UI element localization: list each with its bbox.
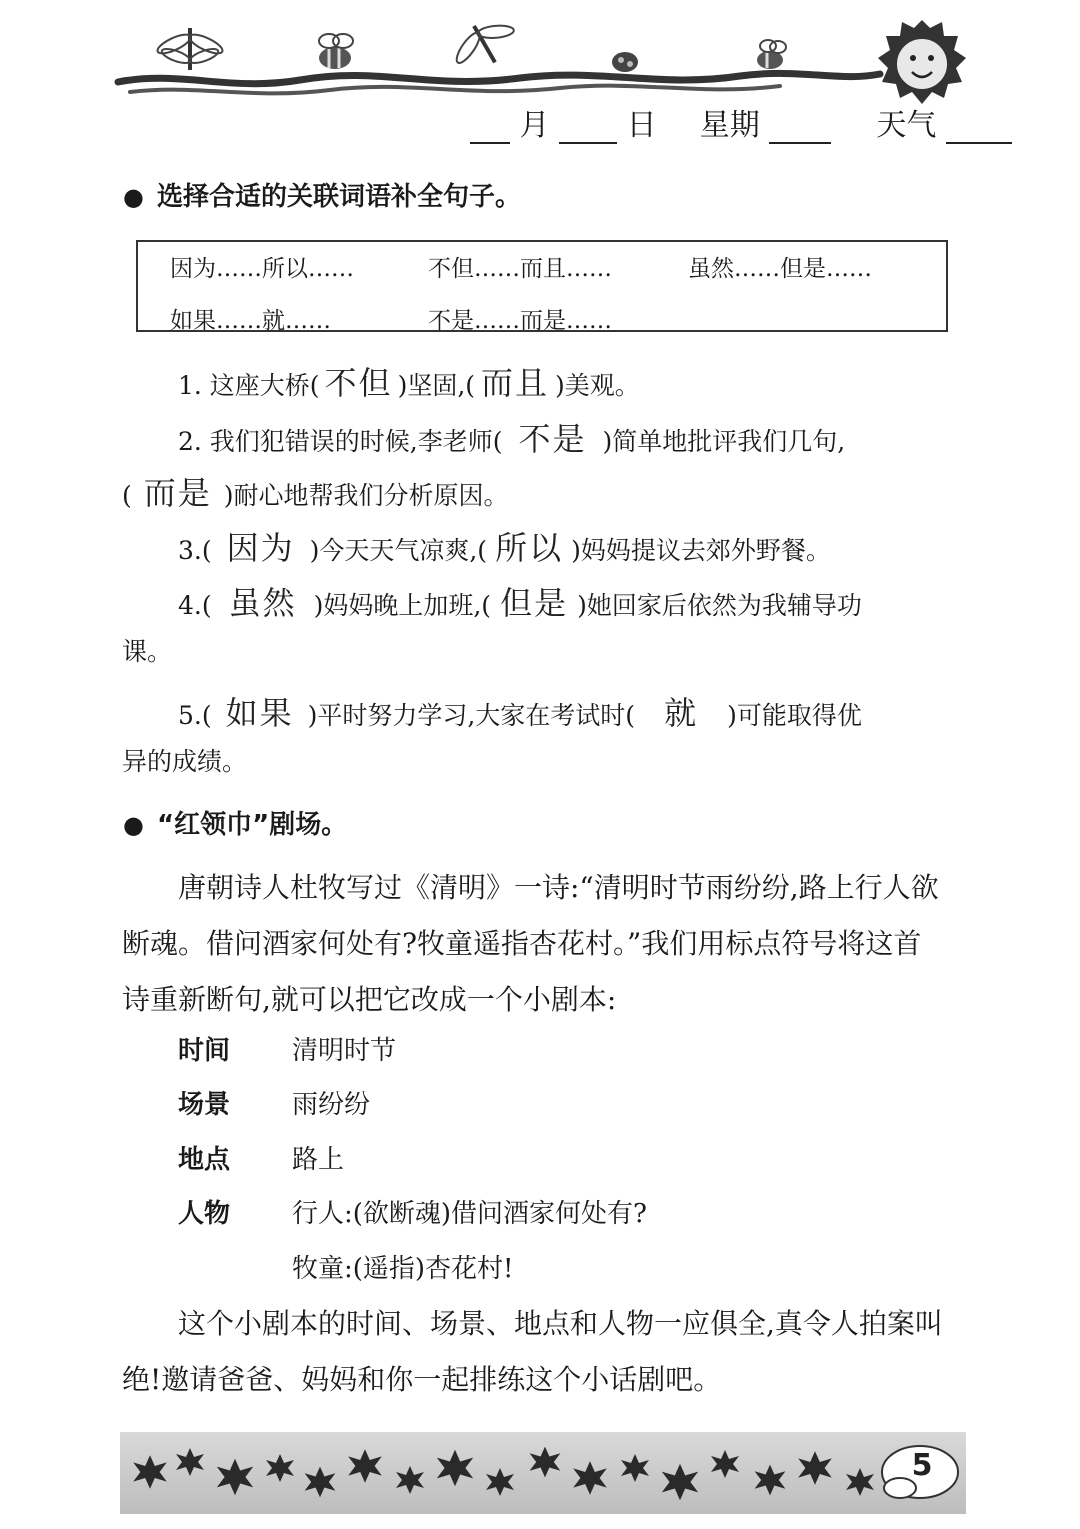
question-4 <box>178 578 862 624</box>
answer-4a[interactable]: 虽然 <box>228 584 297 622</box>
word-bank <box>136 240 948 332</box>
question-text: ( <box>122 481 132 510</box>
question-text: 2. 我们犯错误的时候,李老师( <box>178 427 503 456</box>
question-2-line2 <box>122 468 509 514</box>
outro-line-1: 这个小剧本的时间、场景、地点和人物一应俱全,真令人拍案叫 <box>178 1307 943 1340</box>
row-label: 场景 <box>178 1090 231 1120</box>
weekday-label: 星期 <box>699 108 760 143</box>
section2-heading <box>123 804 347 841</box>
word-option: 不但……而且…… <box>428 256 612 282</box>
word-option: 因为……所以…… <box>170 256 354 282</box>
header-decoration <box>0 0 1080 110</box>
section1-title: 选择合适的关联词语补全句子。 <box>157 182 522 212</box>
question-text: )坚固,( <box>397 371 476 400</box>
answer-4b[interactable]: 但是 <box>500 584 569 622</box>
answer-3a[interactable]: 因为 <box>226 529 295 567</box>
question-3 <box>178 523 831 569</box>
answer-5b[interactable]: 就 <box>664 694 699 732</box>
word-option: 不是……而是…… <box>428 308 612 334</box>
dragonfly-icon <box>444 9 525 80</box>
footer-leaf-strip <box>120 1432 966 1514</box>
question-text: )平时努力学习,大家在考试时( <box>307 701 636 730</box>
question-2 <box>178 414 845 460</box>
answer-2a[interactable]: 不是 <box>518 420 587 458</box>
answer-1b[interactable]: 而且 <box>481 364 550 402</box>
weather-blank[interactable] <box>946 112 1012 144</box>
day-label: 日 <box>626 108 657 143</box>
answer-3b[interactable]: 所以 <box>495 529 564 567</box>
answer-5a[interactable]: 如果 <box>225 694 294 732</box>
month-blank[interactable] <box>470 112 510 144</box>
ladybug-icon <box>612 52 638 72</box>
question-text: )今天天气凉爽,( <box>309 536 488 565</box>
row-value: 清明时节 <box>292 1036 397 1066</box>
intro-line-2: 断魂。借问酒家何处有?牧童遥指杏花村。”我们用标点符号将这首 <box>122 927 922 960</box>
month-label: 月 <box>519 108 550 143</box>
section1-heading <box>123 176 521 213</box>
row-label: 人物 <box>178 1199 231 1229</box>
word-option: 虽然……但是…… <box>688 256 872 282</box>
question-text: 4.( <box>178 591 212 620</box>
row-value: 雨纷纷 <box>292 1090 371 1120</box>
weekday-blank[interactable] <box>769 112 831 144</box>
question-text: )她回家后依然为我辅导功 <box>577 591 862 620</box>
row-value: 行人:(欲断魂)借问酒家何处有? <box>292 1199 647 1229</box>
question-text: )可能取得优 <box>727 701 862 730</box>
answer-2b[interactable]: 而是 <box>143 474 212 512</box>
question-text: )美观。 <box>555 371 640 400</box>
question-text: )简单地批评我们几句, <box>602 427 846 456</box>
word-option: 如果……就…… <box>170 308 331 334</box>
bee-icon <box>319 34 353 69</box>
question-text: )妈妈提议去郊外野餐。 <box>571 536 831 565</box>
section2-title: “红领巾”剧场。 <box>157 810 348 840</box>
question-4-line2: 课。 <box>122 637 173 666</box>
question-text: )妈妈晚上加班,( <box>313 591 492 620</box>
dragonfly-icon <box>155 28 225 70</box>
question-5 <box>178 688 862 734</box>
question-text: )耐心地帮我们分析原因。 <box>223 481 509 510</box>
row-label: 地点 <box>178 1145 231 1175</box>
sun-icon <box>878 20 966 104</box>
intro-line-1: 唐朝诗人杜牧写过《清明》一诗:“清明时节雨纷纷,路上行人欲 <box>178 871 939 904</box>
row-label: 时间 <box>178 1036 231 1066</box>
bee-icon <box>757 40 786 69</box>
question-text: 1. 这座大桥( <box>178 371 320 400</box>
question-5-line2: 异的成绩。 <box>122 747 248 776</box>
row-value-extra: 牧童:(遥指)杏花村! <box>292 1254 514 1284</box>
question-1 <box>178 358 640 404</box>
answer-1a[interactable]: 不但 <box>324 364 393 402</box>
row-value: 路上 <box>292 1145 345 1175</box>
question-text: 5.( <box>178 701 212 730</box>
intro-line-3: 诗重新断句,就可以把它改成一个小剧本: <box>122 983 617 1016</box>
weather-label: 天气 <box>876 108 937 143</box>
day-blank[interactable] <box>559 112 617 144</box>
date-line <box>470 100 1012 148</box>
bullet-icon: ● <box>123 183 144 211</box>
bullet-icon: ● <box>123 811 144 839</box>
question-text: 3.( <box>178 536 212 565</box>
outro-line-2: 绝!邀请爸爸、妈妈和你一起排练这个小话剧吧。 <box>122 1363 722 1396</box>
page-number: 5 <box>911 1448 933 1483</box>
